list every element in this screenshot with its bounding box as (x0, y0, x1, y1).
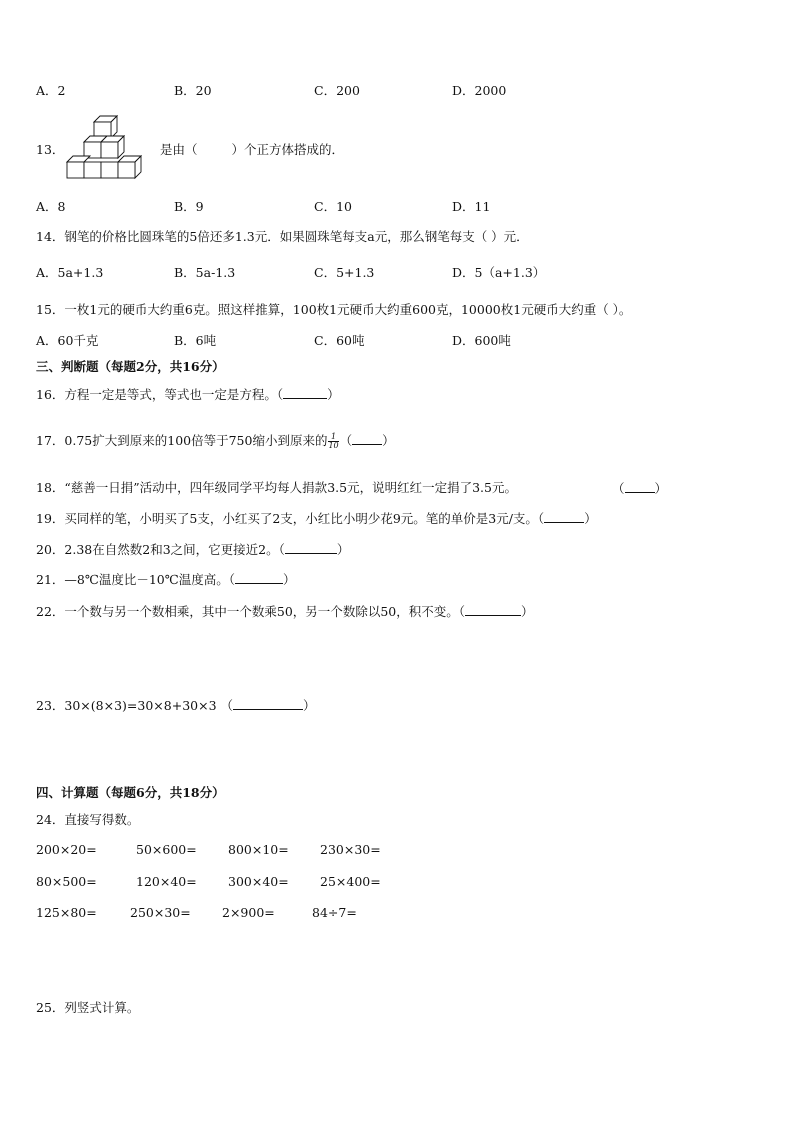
q15-option-c: C．60吨 (314, 333, 365, 348)
calc-item: 125×80= (36, 905, 97, 920)
q17-paren-open: （ (339, 433, 353, 448)
q13-text (160, 142, 344, 158)
calc-item: 300×40= (228, 874, 289, 889)
q13-text-before: 是由（ (160, 142, 198, 157)
q14-option-a: A．5a+1.3 (36, 265, 104, 280)
q12-option-a: A．2 (36, 83, 66, 98)
q21-text: 21．—8℃温度比－10℃温度高。（ (36, 572, 235, 587)
q21-paren-close: ） (282, 572, 296, 587)
q13-option-a: A．8 (36, 199, 66, 214)
calc-item: 25×400= (320, 874, 381, 889)
q17-fraction-numerator: 1 (331, 432, 337, 441)
calc-item: 80×500= (36, 874, 97, 889)
q15-option-a: A．60千克 (36, 333, 99, 348)
q17-answer-blank[interactable] (352, 432, 382, 445)
q13-question (36, 142, 64, 158)
q20-paren-close: ） (336, 542, 350, 557)
cube-stack-figure (64, 110, 154, 184)
q19-answer-blank[interactable] (544, 510, 584, 523)
q22-answer-blank[interactable] (465, 603, 521, 616)
q16-text: 16．方程一定是等式，等式也一定是方程。（ (36, 387, 284, 402)
q18-text: 18．“慈善一日捐”活动中，四年级同学平均每人捐款3.5元，说明红红一定捐了3.5元。 (36, 480, 517, 495)
q17-question (36, 432, 395, 450)
q15-option-d: D．600吨 (452, 333, 511, 348)
q25-title: 25．列竖式计算。 (36, 1000, 140, 1015)
q18-answer-blank[interactable] (625, 480, 655, 493)
q20-text: 20．2.38在自然数2和3之间，它更接近2。（ (36, 542, 285, 557)
q14-option-d: D．5（a+1.3） (452, 265, 546, 280)
q17-fraction-denominator: 10 (328, 441, 339, 450)
q15-option-b: B．6吨 (174, 333, 217, 348)
q17-fraction (328, 433, 338, 450)
calc-item: 84÷7= (312, 905, 357, 920)
q14-question: 14．钢笔的价格比圆珠笔的5倍还多1.3元．如果圆珠笔每支a元，那么钢笔每支（ ）元． (36, 229, 529, 244)
q23-answer-blank[interactable] (233, 697, 303, 710)
q12-option-c: C．200 (314, 83, 360, 98)
q16-paren-close: ） (327, 387, 340, 402)
q13-option-b: B．9 (174, 199, 204, 214)
q14-option-b: B．5a-1.3 (174, 265, 236, 280)
q14-option-c: C．5+1.3 (314, 265, 375, 280)
q23-question (36, 697, 316, 714)
q12-option-b: B．20 (174, 83, 212, 98)
q20-answer-blank[interactable] (285, 541, 337, 554)
q17-paren-close: ） (382, 433, 395, 448)
calc-item: 200×20= (36, 842, 97, 857)
q13-text-after: ）个正方体搭成的． (231, 142, 345, 157)
q22-paren-close: ） (520, 604, 534, 619)
q13-option-d: D．11 (452, 199, 491, 214)
calc-item: 2×900= (222, 905, 275, 920)
q15-question: 15．一枚1元的硬币大约重6克。照这样推算，100枚1元硬币大约重600克，10000枚1元硬币大约重（ ）。 (36, 302, 632, 317)
q21-answer-blank[interactable] (235, 571, 283, 584)
q16-question (36, 386, 340, 403)
q19-paren-close: ） (584, 511, 597, 526)
calc-item: 250×30= (130, 905, 191, 920)
q18-question (36, 480, 517, 496)
calc-item: 50×600= (136, 842, 197, 857)
q19-question (36, 510, 597, 527)
calc-item: 800×10= (228, 842, 289, 857)
section-3-heading: 三、判断题（每题2分，共16分） (36, 359, 225, 374)
q18-paren-close: ） (654, 481, 668, 496)
q17-text: 17．0.75扩大到原来的100倍等于750缩小到原来的 (36, 433, 328, 448)
q12-option-d: D．2000 (452, 83, 507, 98)
q20-question (36, 541, 349, 558)
q16-answer-blank[interactable] (283, 386, 327, 399)
calc-item: 230×30= (320, 842, 381, 857)
section-4-heading: 四、计算题（每题6分，共18分） (36, 785, 225, 800)
q19-text: 19．买同样的笔，小明买了5支，小红买了2支，小红比小明少花9元。笔的单价是3元/支。（ (36, 511, 545, 526)
q24-title: 24．直接写得数。 (36, 812, 140, 827)
q22-text: 22．一个数与另一个数相乘，其中一个数乘50，另一个数除以50，积不变。（ (36, 604, 465, 619)
q23-paren-close: ） (303, 698, 316, 713)
q21-question (36, 571, 296, 588)
q23-text: 23．30×(8×3)=30×8+30×3 （ (36, 698, 234, 713)
q13-number: 13． (36, 142, 65, 157)
q13-option-c: C．10 (314, 199, 352, 214)
calc-item: 120×40= (136, 874, 197, 889)
q22-question (36, 603, 533, 620)
q18-answer: （ ） (612, 481, 668, 496)
